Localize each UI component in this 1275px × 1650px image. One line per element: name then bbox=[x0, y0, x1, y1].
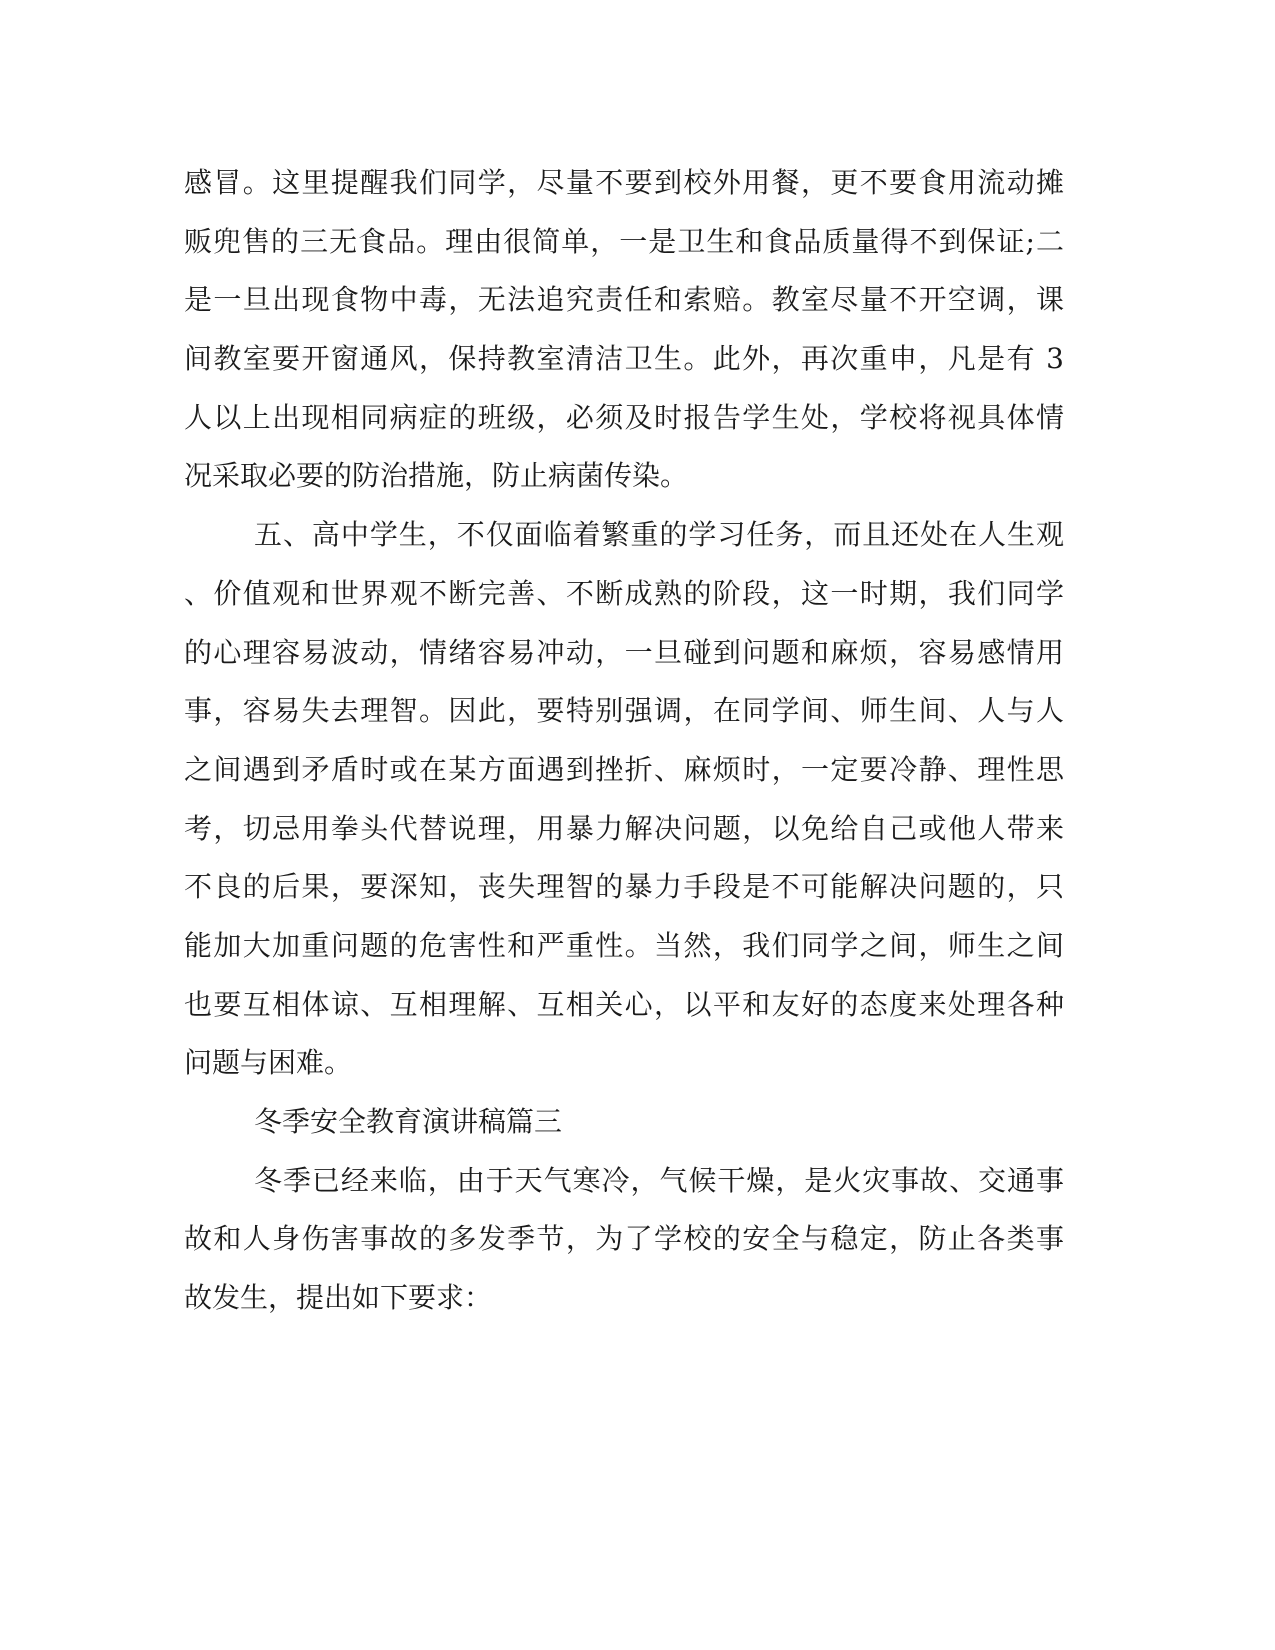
text-line: 问题与困难。 bbox=[184, 1046, 353, 1080]
text-line: 故和人身伤害事故的多发季节，为了学校的安全与稳定，防止各类事 bbox=[184, 1222, 1064, 1256]
text-line: 的心理容易波动，情绪容易冲动，一旦碰到问题和麻烦，容易感情用 bbox=[184, 635, 1064, 669]
text-line: 人以上出现相同病症的班级，必须及时报告学生处，学校将视具体情 bbox=[184, 400, 1064, 434]
text-line: 况采取必要的防治措施，防止病菌传染。 bbox=[184, 459, 689, 493]
text-line: 感冒。这里提醒我们同学，尽量不要到校外用餐，更不要食用流动摊 bbox=[184, 166, 1064, 199]
paragraph-first-line: 冬季安全教育演讲稿篇三 bbox=[254, 1105, 563, 1138]
text-line: 贩兜售的三无食品。理由很简单，一是卫生和食品质量得不到保证;二 bbox=[184, 224, 1064, 258]
paragraph-first-line: 五、高中学生，不仅面临着繁重的学习任务，而且还处在人生观 bbox=[254, 518, 1064, 552]
text-line: 考，切忌用拳头代替说理，用暴力解决问题，以免给自己或他人带来 bbox=[184, 811, 1064, 845]
text-line: 也要互相体谅、互相理解、互相关心，以平和友好的态度来处理各种 bbox=[184, 987, 1064, 1021]
text-line: 事，容易失去理智。因此，要特别强调，在同学间、师生间、人与人 bbox=[184, 694, 1064, 728]
document-body bbox=[184, 154, 1064, 1328]
text-line: 、价值观和世界观不断完善、不断成熟的阶段，这一时期，我们同学 bbox=[184, 576, 1064, 610]
text-line: 能加大加重问题的危害性和严重性。当然，我们同学之间，师生之间 bbox=[184, 928, 1064, 962]
text-line: 之间遇到矛盾时或在某方面遇到挫折、麻烦时，一定要冷静、理性思 bbox=[184, 752, 1064, 786]
paragraph-first-line: 冬季已经来临，由于天气寒冷，气候干燥，是火灾事故、交通事 bbox=[254, 1163, 1064, 1197]
text-line: 故发生，提出如下要求： bbox=[184, 1281, 493, 1315]
text-line: 是一旦出现食物中毒，无法追究责任和索赔。教室尽量不开空调，课 bbox=[184, 283, 1064, 317]
text-line: 间教室要开窗通风，保持教室清洁卫生。此外，再次重申，凡是有 3 bbox=[184, 342, 1064, 376]
text-line: 不良的后果，要深知，丧失理智的暴力手段是不可能解决问题的，只 bbox=[184, 870, 1064, 904]
